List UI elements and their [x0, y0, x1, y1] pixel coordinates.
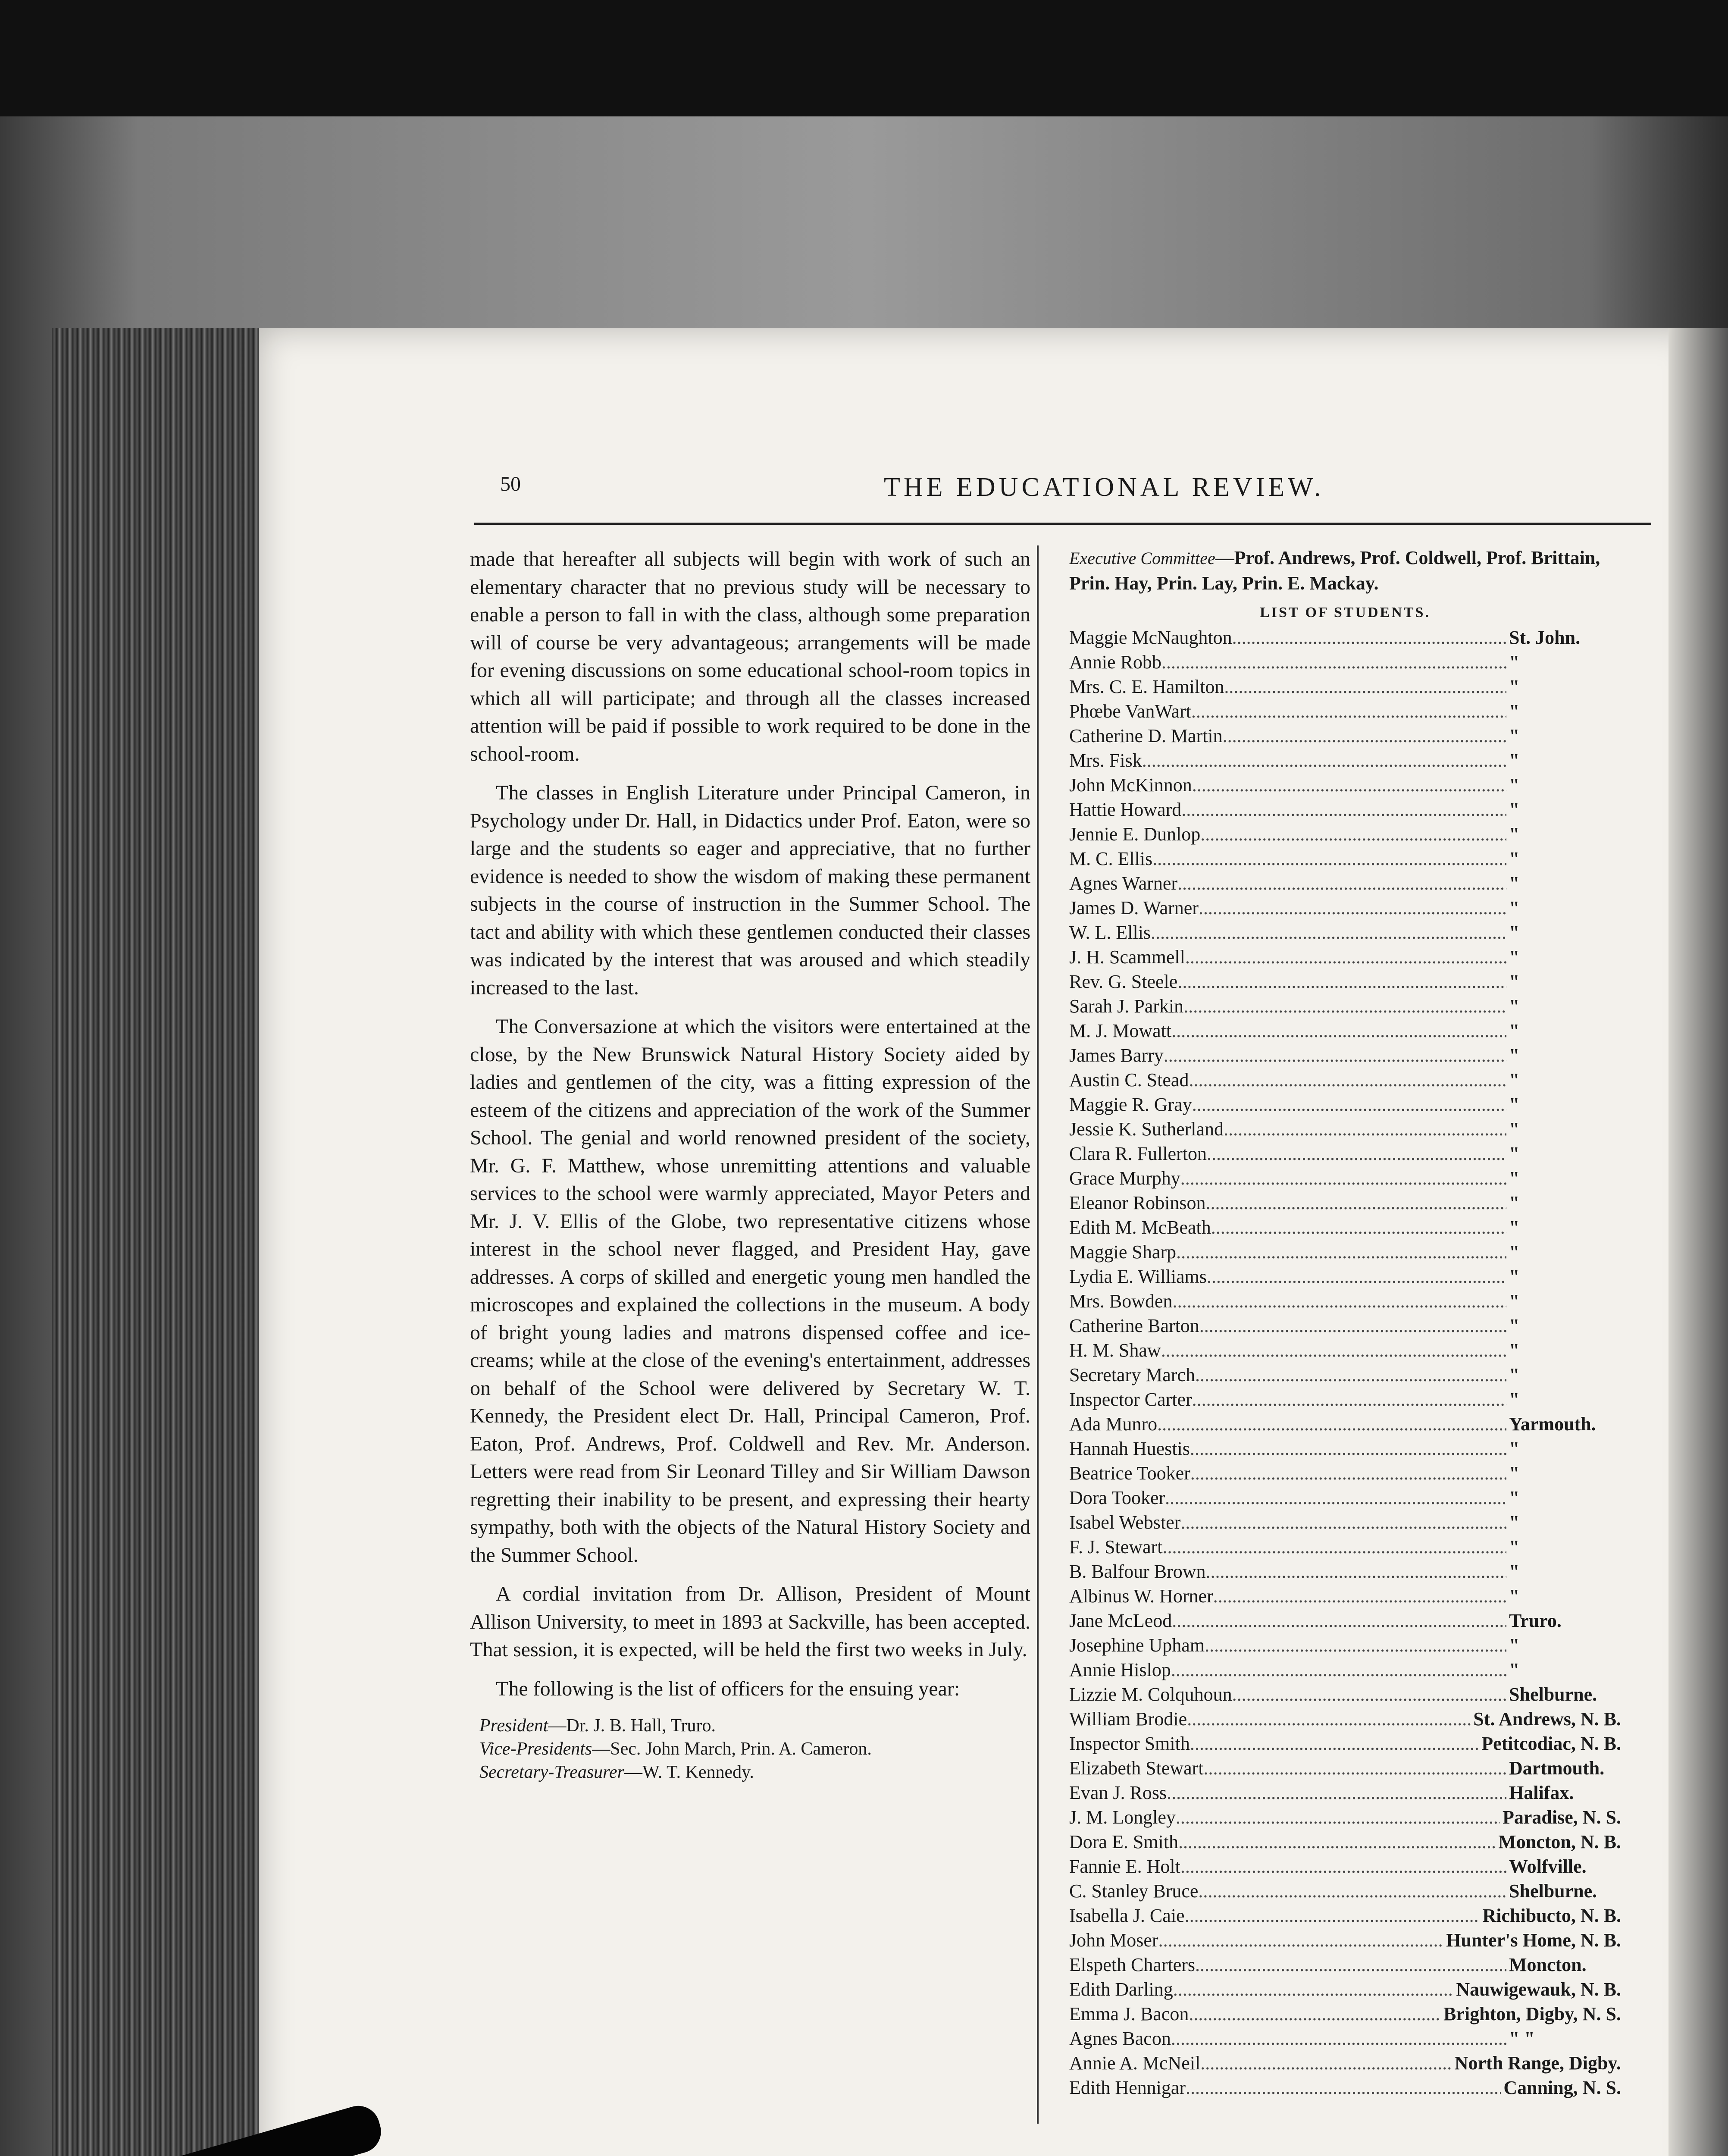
leader-dots [1185, 945, 1506, 969]
student-name: Maggie McNaughton [1069, 627, 1232, 648]
student-row [1069, 773, 1621, 797]
student-place: Hunter's Home, N. B. [1446, 1930, 1621, 1951]
student-row [1069, 2075, 1621, 2100]
leader-dots [1232, 1682, 1506, 1707]
paragraph: The classes in English Literature under Principal Cameron, in Psychology under Dr. Hall, in Didactics under Prof. Eaton, were so large and the students so eager and appreciative, that no further evidence is needed to show the wisdom of making these permanent subjects in the course of instruction in the Summer School. The tact and ability with which these gentlemen conducted their classes was indicated by the interest that was aroused and which steadily increased to the last. [470, 781, 1030, 999]
student-name: M. C. Ellis [1069, 848, 1153, 869]
student-name: Hattie Howard [1069, 799, 1182, 820]
student-row [1069, 1952, 1621, 1977]
leader-dots [1211, 1215, 1506, 1240]
student-place: " [1509, 774, 1520, 796]
leader-dots [1180, 1166, 1506, 1191]
leader-dots [1192, 1387, 1506, 1412]
paragraph: A cordial invitation from Dr. Allison, President of Mount Allison University, to meet in 1893 at Sackville, has been accepted. That session, it is expected, will be held the first two weeks in July. [470, 1583, 1030, 1661]
officers-list [470, 1714, 1030, 1784]
leader-dots [1186, 2075, 1501, 2100]
leader-dots [1189, 2002, 1441, 2026]
film-border-top [0, 0, 1728, 116]
student-name: Secretary March [1069, 1364, 1195, 1385]
student-name: Jessie K. Sutherland [1069, 1119, 1224, 1140]
leader-dots [1185, 1903, 1480, 1928]
student-place: " [1509, 922, 1520, 943]
student-name: Mrs. Bowden [1069, 1291, 1173, 1312]
leader-dots [1192, 1092, 1506, 1117]
student-place: " [1509, 1291, 1520, 1312]
leader-dots [1183, 994, 1506, 1018]
leader-dots [1190, 1461, 1506, 1485]
student-name: Clara R. Fullerton [1069, 1143, 1207, 1164]
officer-entry [470, 1714, 1030, 1737]
leader-dots [1171, 1658, 1506, 1682]
student-row [1069, 1141, 1621, 1166]
leader-dots [1190, 1436, 1506, 1461]
student-row [1069, 1387, 1621, 1412]
leader-dots [1173, 1289, 1506, 1313]
student-row [1069, 2026, 1621, 2051]
executive-label: Executive Committee [1069, 548, 1215, 568]
student-name: Agnes Bacon [1069, 2028, 1171, 2049]
student-place: Moncton. [1509, 1954, 1587, 1975]
student-row [1069, 994, 1621, 1018]
leader-dots [1162, 1535, 1506, 1559]
executive-members: —Prof. Andrews, Prof. Coldwell, Prof. Brittain, Prin. Hay, Prin. Lay, Prin. E. Mackay. [1069, 547, 1600, 594]
student-place: " [1509, 1561, 1520, 1582]
student-row [1069, 1068, 1621, 1092]
student-row [1069, 1363, 1621, 1387]
student-row [1069, 1436, 1621, 1461]
leader-dots [1224, 674, 1506, 699]
student-name: Catherine D. Martin [1069, 725, 1223, 746]
student-name: Josephine Upham [1069, 1635, 1205, 1656]
student-place: " [1509, 1217, 1520, 1238]
leader-dots [1187, 1707, 1471, 1731]
student-row [1069, 1584, 1621, 1608]
student-name: Albinus W. Horner [1069, 1586, 1213, 1607]
student-row [1069, 1043, 1621, 1068]
student-place: Paradise, N. S. [1503, 1807, 1621, 1828]
student-row [1069, 1928, 1621, 1952]
student-row [1069, 1633, 1621, 1658]
student-name: M. J. Mowatt [1069, 1020, 1172, 1041]
student-name: J. H. Scammell [1069, 946, 1185, 968]
student-row [1069, 1682, 1621, 1707]
paragraph: The Conversazione at which the visitors were entertained at the close, by the New Brunswick Natural History Society aided by ladies and gentlemen of the city, was a fitting expression of the esteem of the citizens and appreciation of the work of the Summer School. The genial and world renowned president of the society, Mr. G. F. Matthew, whose unremitting attentions and valuable services to the school were warmly appreciated, Mayor Peters and Mr. J. V. Ellis of the Globe, two representative citizens whose interest in the school never flagged, and President Hay, gave addresses. A corps of skilled and energetic young men handled the microscopes and explained the collections in the museum. A body of bright young ladies and matrons dispensed coffee and ice-creams; while at the close of the evening's entertainment, addresses on behalf of the School were delivered by Secretary W. T. Kennedy, the President elect Dr. Hall, Principal Cameron, Prof. Eaton, Prof. Andrews, Prof. Coldwell and Rev. Mr. Anderson. Letters were read from Sir Leonard Tilley and Sir William Dawson regretting their inability to be present, and expressing their hearty sympathy, both with the objects of the Natural History Society and the Summer School. [470, 1015, 1030, 1567]
student-row [1069, 1780, 1621, 1805]
student-place: " [1509, 824, 1520, 845]
student-place: " [1509, 1389, 1520, 1410]
student-place: " [1509, 1340, 1520, 1361]
student-place: Moncton, N. B. [1498, 1831, 1621, 1852]
student-row [1069, 945, 1621, 969]
student-row [1069, 1240, 1621, 1264]
leader-dots [1195, 1952, 1506, 1977]
student-place: " [1509, 1635, 1520, 1656]
student-name: Austin C. Stead [1069, 1069, 1189, 1091]
student-name: Sarah J. Parkin [1069, 996, 1184, 1017]
student-row [1069, 674, 1621, 699]
leader-dots [1176, 1805, 1500, 1830]
student-row [1069, 1313, 1621, 1338]
student-row [1069, 1707, 1621, 1731]
student-place: Canning, N. S. [1503, 2077, 1621, 2098]
student-row [1069, 822, 1621, 846]
student-name: Elspeth Charters [1069, 1954, 1196, 1975]
student-row [1069, 1092, 1621, 1117]
officer-entry [470, 1737, 1030, 1761]
student-place: " [1509, 1438, 1520, 1459]
leader-dots [1165, 1485, 1506, 1510]
student-name: H. M. Shaw [1069, 1340, 1161, 1361]
student-place: " [1509, 1168, 1520, 1189]
leader-dots [1142, 748, 1506, 773]
leader-dots [1223, 724, 1506, 748]
page-fold-shadow [1669, 328, 1728, 2156]
student-place: " [1509, 1094, 1520, 1115]
officer-entry [470, 1761, 1030, 1784]
student-row [1069, 1510, 1621, 1535]
student-name: Isabel Webster [1069, 1512, 1181, 1533]
student-name: James D. Warner [1069, 897, 1199, 918]
student-row [1069, 1338, 1621, 1363]
student-name: Annie A. McNeil [1069, 2053, 1201, 2074]
leader-dots [1171, 1018, 1506, 1043]
student-row [1069, 1879, 1621, 1903]
student-name: Maggie R. Gray [1069, 1094, 1192, 1115]
leader-dots [1161, 1338, 1506, 1363]
leader-dots [1189, 1068, 1506, 1092]
student-row [1069, 1756, 1621, 1780]
student-name: Phœbe VanWart [1069, 701, 1191, 722]
leader-dots [1199, 1313, 1506, 1338]
leader-dots [1198, 1879, 1506, 1903]
student-name: Annie Hislop [1069, 1659, 1171, 1680]
student-place: " " [1509, 2028, 1535, 2049]
student-place: " [1509, 676, 1520, 697]
leader-dots [1152, 846, 1506, 871]
student-name: Mrs. C. E. Hamilton [1069, 676, 1224, 697]
leader-dots [1199, 896, 1506, 920]
leader-dots [1195, 1363, 1506, 1387]
student-name: Lydia E. Williams [1069, 1266, 1207, 1287]
leader-dots [1206, 1191, 1506, 1215]
student-place: " [1509, 1241, 1520, 1263]
student-name: Edith M. McBeath [1069, 1217, 1211, 1238]
student-place: Brighton, Digby, N. S. [1443, 2003, 1621, 2024]
student-name: Inspector Carter [1069, 1389, 1192, 1410]
student-place: St. Andrews, N. B. [1473, 1708, 1621, 1730]
officer-role: Secretary-Treasurer [479, 1762, 624, 1782]
student-place: St. John. [1509, 627, 1581, 648]
student-name: F. J. Stewart [1069, 1536, 1163, 1557]
leader-dots [1171, 2026, 1506, 2051]
student-place: " [1509, 1487, 1520, 1508]
student-name: Hannah Huestis [1069, 1438, 1190, 1459]
student-name: Elizabeth Stewart [1069, 1758, 1204, 1779]
student-place: " [1509, 1069, 1520, 1091]
student-place: " [1509, 652, 1520, 673]
student-place: " [1509, 1119, 1520, 1140]
student-place: " [1509, 873, 1520, 894]
student-row [1069, 724, 1621, 748]
student-row [1069, 797, 1621, 822]
student-row [1069, 1191, 1621, 1215]
student-row [1069, 920, 1621, 945]
leader-dots [1181, 797, 1506, 822]
student-row [1069, 896, 1621, 920]
student-row [1069, 1535, 1621, 1559]
student-place: " [1509, 1266, 1520, 1287]
student-row [1069, 1289, 1621, 1313]
student-row [1069, 969, 1621, 994]
student-place: " [1509, 799, 1520, 820]
student-place: " [1509, 996, 1520, 1017]
student-place: " [1509, 848, 1520, 869]
leader-dots [1232, 625, 1506, 650]
student-name: Edith Hennigar [1069, 2077, 1186, 2098]
student-name: William Brodie [1069, 1708, 1187, 1730]
student-name: Edith Darling [1069, 1979, 1173, 2000]
student-place: " [1509, 1364, 1520, 1385]
right-column [1069, 545, 1621, 2100]
student-place: " [1509, 1463, 1520, 1484]
student-place: " [1509, 897, 1520, 918]
officer-role: President [479, 1716, 548, 1736]
leader-dots [1172, 1608, 1506, 1633]
leader-dots [1205, 1633, 1506, 1658]
student-name: Jane McLeod [1069, 1610, 1172, 1631]
leader-dots [1158, 1928, 1444, 1952]
paragraph: made that hereafter all subjects will begin with work of such an elementary character that no previous study will be necessary to enable a person to fall in with the class, although some preparation will of course be very advantageous; arrangements will be made for evening discussions on some educational school-room topics in which all will participate; and through all the classes increased attention will be paid if possible to work required to be done in the school-room. [470, 548, 1030, 765]
student-place: " [1509, 1143, 1520, 1164]
student-row [1069, 699, 1621, 724]
left-column [470, 545, 1030, 1784]
leader-dots [1192, 773, 1506, 797]
student-place: " [1509, 1512, 1520, 1533]
header-rule [474, 523, 1651, 525]
student-name: James Barry [1069, 1045, 1164, 1066]
running-header [500, 472, 1664, 511]
student-place: " [1509, 1192, 1520, 1213]
leader-dots [1207, 1141, 1506, 1166]
student-row [1069, 1658, 1621, 1682]
student-name: Maggie Sharp [1069, 1241, 1177, 1263]
leader-dots [1164, 1043, 1506, 1068]
student-name: B. Balfour Brown [1069, 1561, 1206, 1582]
student-place: " [1509, 1659, 1520, 1680]
leader-dots [1224, 1117, 1506, 1141]
student-row [1069, 1215, 1621, 1240]
student-place: Halifax. [1509, 1782, 1574, 1803]
student-name: Dora Tooker [1069, 1487, 1165, 1508]
student-row [1069, 1117, 1621, 1141]
student-place: " [1509, 750, 1520, 771]
student-row [1069, 1903, 1621, 1928]
leader-dots [1161, 650, 1506, 674]
student-name: Agnes Warner [1069, 873, 1178, 894]
student-row [1069, 625, 1621, 650]
student-name: Mrs. Fisk [1069, 750, 1142, 771]
student-row [1069, 1166, 1621, 1191]
student-name: Inspector Smith [1069, 1733, 1190, 1754]
student-place: Shelburne. [1509, 1684, 1597, 1705]
leader-dots [1204, 1756, 1506, 1780]
leader-dots [1151, 920, 1506, 945]
student-name: Evan J. Ross [1069, 1782, 1167, 1803]
student-name: J. M. Longley [1069, 1807, 1176, 1828]
officer-role: Vice-Presidents [479, 1739, 592, 1759]
leader-dots [1167, 1780, 1506, 1805]
officer-names: —Dr. J. B. Hall, Truro. [548, 1716, 716, 1736]
student-name: Annie Robb [1069, 652, 1161, 673]
student-name: Lizzie M. Colquhoun [1069, 1684, 1232, 1705]
student-name: W. L. Ellis [1069, 922, 1151, 943]
student-row [1069, 2002, 1621, 2026]
leader-dots [1200, 822, 1506, 846]
student-name: John McKinnon [1069, 774, 1192, 796]
leader-dots [1173, 1977, 1454, 2002]
student-row [1069, 1805, 1621, 1830]
leader-dots [1191, 699, 1506, 724]
student-place: " [1509, 1020, 1520, 1041]
student-row [1069, 1485, 1621, 1510]
student-row [1069, 871, 1621, 896]
student-name: Catherine Barton [1069, 1315, 1199, 1336]
student-name: C. Stanley Bruce [1069, 1880, 1199, 1902]
student-place: " [1509, 1586, 1520, 1607]
student-row [1069, 846, 1621, 871]
leader-dots [1200, 2051, 1452, 2075]
journal-title: THE EDUCATIONAL REVIEW. [884, 473, 1324, 502]
student-place: Dartmouth. [1509, 1758, 1605, 1779]
student-row [1069, 1608, 1621, 1633]
leader-dots [1157, 1412, 1506, 1436]
student-row [1069, 1977, 1621, 2002]
student-place: " [1509, 725, 1520, 746]
student-row [1069, 650, 1621, 674]
student-name: Rev. G. Steele [1069, 971, 1178, 992]
student-place: North Range, Digby. [1454, 2053, 1621, 2074]
leader-dots [1190, 1731, 1479, 1756]
student-name: Ada Munro [1069, 1413, 1158, 1435]
leader-dots [1178, 1830, 1496, 1854]
leader-dots [1180, 1854, 1506, 1879]
student-row [1069, 1264, 1621, 1289]
student-name: John Moser [1069, 1930, 1158, 1951]
student-name: Emma J. Bacon [1069, 2003, 1189, 2024]
leader-dots [1180, 1510, 1506, 1535]
paragraph: The following is the list of officers for the ensuing year: [496, 1677, 960, 1700]
student-row [1069, 748, 1621, 773]
student-place: Truro. [1509, 1610, 1562, 1631]
leader-dots [1177, 969, 1506, 994]
page-number: 50 [500, 473, 521, 495]
student-name: Beatrice Tooker [1069, 1463, 1190, 1484]
student-place: " [1509, 1045, 1520, 1066]
student-list [1069, 625, 1621, 2100]
student-place: " [1509, 1315, 1520, 1336]
student-name: Grace Murphy [1069, 1168, 1180, 1189]
officer-names: —W. T. Kennedy. [624, 1762, 754, 1782]
student-row [1069, 1830, 1621, 1854]
student-name: Isabella J. Caie [1069, 1905, 1185, 1926]
student-row [1069, 1731, 1621, 1756]
student-place: " [1509, 946, 1520, 968]
student-list-title: LIST OF STUDENTS. [1260, 605, 1431, 620]
student-place: Wolfville. [1509, 1856, 1587, 1877]
student-row [1069, 1018, 1621, 1043]
student-row [1069, 1854, 1621, 1879]
student-row [1069, 2051, 1621, 2075]
student-name: Eleanor Robinson [1069, 1192, 1206, 1213]
executive-committee [1069, 545, 1621, 596]
student-place: " [1509, 1536, 1520, 1557]
leader-dots [1207, 1264, 1506, 1289]
leader-dots [1177, 871, 1506, 896]
student-place: Shelburne. [1509, 1880, 1597, 1902]
student-row [1069, 1559, 1621, 1584]
student-row [1069, 1412, 1621, 1436]
leader-dots [1213, 1584, 1506, 1608]
student-row [1069, 1461, 1621, 1485]
student-place: " [1509, 701, 1520, 722]
column-divider [1037, 545, 1039, 2124]
student-name: Dora E. Smith [1069, 1831, 1178, 1852]
student-place: Nauwigewauk, N. B. [1456, 1979, 1621, 2000]
leader-dots [1206, 1559, 1506, 1584]
student-place: " [1509, 971, 1520, 992]
student-place: Petitcodiac, N. B. [1481, 1733, 1621, 1754]
leader-dots [1176, 1240, 1506, 1264]
student-place: Yarmouth. [1509, 1413, 1596, 1435]
student-place: Richibucto, N. B. [1482, 1905, 1621, 1926]
student-name: Fannie E. Holt [1069, 1856, 1180, 1877]
officer-names: —Sec. John March, Prin. A. Cameron. [592, 1739, 872, 1759]
student-name: Jennie E. Dunlop [1069, 824, 1201, 845]
